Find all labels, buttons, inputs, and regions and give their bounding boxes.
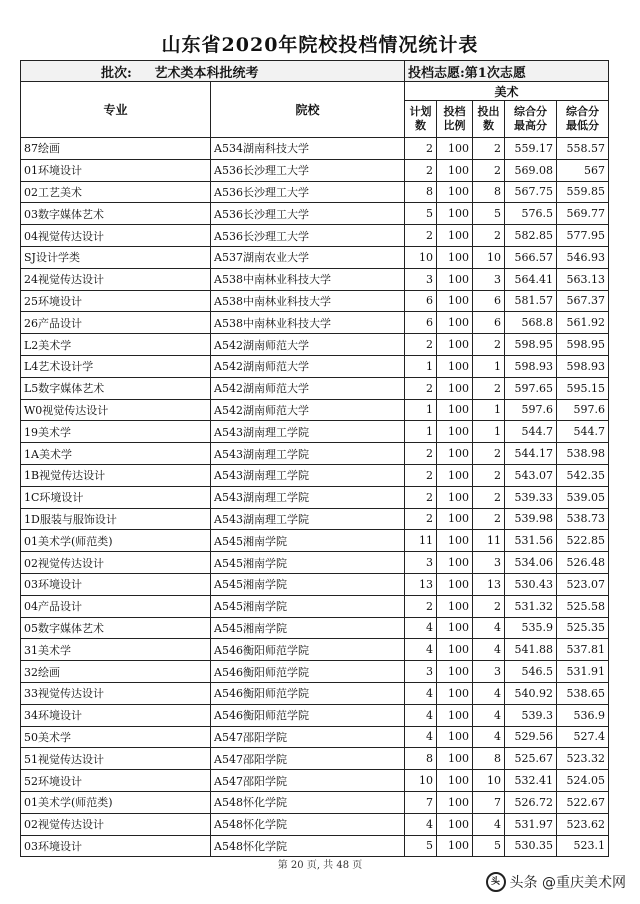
table-row — [21, 138, 609, 160]
ratio-cell: 100 — [437, 225, 473, 247]
max-score-cell: 581.57 — [505, 290, 557, 312]
table-row — [21, 246, 609, 268]
watermark-text: 头条 @重庆美术网 — [509, 875, 626, 891]
admitted-cell: 2 — [473, 508, 505, 530]
admitted-cell: 5 — [473, 835, 505, 857]
major-cell: 02视觉传达设计 — [21, 813, 211, 835]
min-score-cell: 538.65 — [557, 682, 609, 704]
ratio-cell: 100 — [437, 399, 473, 421]
header-min-score: 综合分 最低分 — [557, 101, 609, 138]
table-row — [21, 181, 609, 203]
school-cell: A538中南林业科技大学 — [211, 268, 405, 290]
max-score-cell: 546.5 — [505, 661, 557, 683]
ratio-cell: 100 — [437, 421, 473, 443]
ratio-cell: 100 — [437, 682, 473, 704]
ratio-cell: 100 — [437, 334, 473, 356]
plan-cell: 5 — [405, 203, 437, 225]
min-score-cell: 569.77 — [557, 203, 609, 225]
admitted-cell: 4 — [473, 726, 505, 748]
plan-cell: 1 — [405, 399, 437, 421]
table-row — [21, 377, 609, 399]
plan-cell: 2 — [405, 225, 437, 247]
min-score-cell: 559.85 — [557, 181, 609, 203]
major-cell: 03环境设计 — [21, 835, 211, 857]
school-cell: A543湖南理工学院 — [211, 464, 405, 486]
plan-cell: 11 — [405, 530, 437, 552]
school-cell: A545湘南学院 — [211, 595, 405, 617]
min-score-cell: 544.7 — [557, 421, 609, 443]
ratio-cell: 100 — [437, 617, 473, 639]
min-score-cell: 537.81 — [557, 639, 609, 661]
plan-cell: 4 — [405, 704, 437, 726]
plan-cell: 10 — [405, 246, 437, 268]
table-row — [21, 748, 609, 770]
ratio-cell: 100 — [437, 138, 473, 160]
plan-cell: 8 — [405, 181, 437, 203]
table-row — [21, 726, 609, 748]
school-cell: A546衡阳师范学院 — [211, 639, 405, 661]
school-cell: A545湘南学院 — [211, 552, 405, 574]
admitted-cell: 3 — [473, 268, 505, 290]
admitted-cell: 2 — [473, 486, 505, 508]
max-score-cell: 597.65 — [505, 377, 557, 399]
major-cell: 01美术学(师范类) — [21, 791, 211, 813]
min-score-cell: 523.62 — [557, 813, 609, 835]
table-row — [21, 290, 609, 312]
admitted-cell: 2 — [473, 464, 505, 486]
table-row — [21, 639, 609, 661]
admitted-cell: 5 — [473, 203, 505, 225]
table-row — [21, 552, 609, 574]
school-cell: A545湘南学院 — [211, 617, 405, 639]
table-row — [21, 813, 609, 835]
major-cell: 02视觉传达设计 — [21, 552, 211, 574]
max-score-cell: 544.17 — [505, 443, 557, 465]
major-cell: 24视觉传达设计 — [21, 268, 211, 290]
max-score-cell: 541.88 — [505, 639, 557, 661]
min-score-cell: 531.91 — [557, 661, 609, 683]
header-ratio: 投档 比例 — [437, 101, 473, 138]
school-cell: A542湖南师范大学 — [211, 377, 405, 399]
header-max-score: 综合分 最高分 — [505, 101, 557, 138]
batch-row — [21, 61, 609, 82]
max-score-cell: 564.41 — [505, 268, 557, 290]
school-cell: A547邵阳学院 — [211, 726, 405, 748]
admitted-cell: 6 — [473, 290, 505, 312]
plan-cell: 8 — [405, 748, 437, 770]
ratio-cell: 100 — [437, 639, 473, 661]
admitted-cell: 4 — [473, 682, 505, 704]
plan-cell: 13 — [405, 573, 437, 595]
plan-cell: 2 — [405, 159, 437, 181]
plan-cell: 3 — [405, 552, 437, 574]
major-cell: SJ设计学类 — [21, 246, 211, 268]
table-row — [21, 573, 609, 595]
plan-cell: 2 — [405, 486, 437, 508]
plan-cell: 5 — [405, 835, 437, 857]
header-school: 院校 — [211, 82, 405, 138]
school-cell: A545湘南学院 — [211, 573, 405, 595]
min-score-cell: 523.32 — [557, 748, 609, 770]
plan-cell: 2 — [405, 443, 437, 465]
school-cell: A548怀化学院 — [211, 835, 405, 857]
school-cell: A534湖南科技大学 — [211, 138, 405, 160]
min-score-cell: 539.05 — [557, 486, 609, 508]
table-row — [21, 617, 609, 639]
major-cell: 51视觉传达设计 — [21, 748, 211, 770]
ratio-cell: 100 — [437, 530, 473, 552]
table-row — [21, 835, 609, 857]
min-score-cell: 524.05 — [557, 770, 609, 792]
school-cell: A546衡阳师范学院 — [211, 704, 405, 726]
ratio-cell: 100 — [437, 726, 473, 748]
school-cell: A536长沙理工大学 — [211, 181, 405, 203]
ratio-cell: 100 — [437, 246, 473, 268]
header-plan: 计划 数 — [405, 101, 437, 138]
major-cell: L2美术学 — [21, 334, 211, 356]
major-cell: 01美术学(师范类) — [21, 530, 211, 552]
school-cell: A543湖南理工学院 — [211, 486, 405, 508]
min-score-cell: 522.85 — [557, 530, 609, 552]
min-score-cell: 563.13 — [557, 268, 609, 290]
max-score-cell: 531.56 — [505, 530, 557, 552]
table-row — [21, 312, 609, 334]
ratio-cell: 100 — [437, 159, 473, 181]
major-cell: 33视觉传达设计 — [21, 682, 211, 704]
max-score-cell: 544.7 — [505, 421, 557, 443]
school-cell: A538中南林业科技大学 — [211, 290, 405, 312]
school-cell: A546衡阳师范学院 — [211, 682, 405, 704]
school-cell: A547邵阳学院 — [211, 770, 405, 792]
min-score-cell: 597.6 — [557, 399, 609, 421]
major-cell: L4艺术设计学 — [21, 355, 211, 377]
major-cell: 1B视觉传达设计 — [21, 464, 211, 486]
school-cell: A542湖南师范大学 — [211, 355, 405, 377]
min-score-cell: 523.07 — [557, 573, 609, 595]
watermark — [486, 872, 626, 892]
major-cell: 26产品设计 — [21, 312, 211, 334]
table-row — [21, 355, 609, 377]
table-row — [21, 421, 609, 443]
ratio-cell: 100 — [437, 552, 473, 574]
school-cell: A537湖南农业大学 — [211, 246, 405, 268]
max-score-cell: 597.6 — [505, 399, 557, 421]
admitted-cell: 3 — [473, 552, 505, 574]
header-row-1 — [21, 82, 609, 101]
min-score-cell: 561.92 — [557, 312, 609, 334]
table-row — [21, 225, 609, 247]
admitted-cell: 8 — [473, 748, 505, 770]
table-row — [21, 704, 609, 726]
max-score-cell: 535.9 — [505, 617, 557, 639]
min-score-cell: 542.35 — [557, 464, 609, 486]
ratio-cell: 100 — [437, 508, 473, 530]
min-score-cell: 598.93 — [557, 355, 609, 377]
max-score-cell: 598.95 — [505, 334, 557, 356]
min-score-cell: 538.98 — [557, 443, 609, 465]
school-cell: A547邵阳学院 — [211, 748, 405, 770]
major-cell: L5数字媒体艺术 — [21, 377, 211, 399]
plan-cell: 2 — [405, 138, 437, 160]
school-cell: A536长沙理工大学 — [211, 159, 405, 181]
major-cell: 1C环境设计 — [21, 486, 211, 508]
min-score-cell: 567.37 — [557, 290, 609, 312]
max-score-cell: 530.35 — [505, 835, 557, 857]
major-cell: 04视觉传达设计 — [21, 225, 211, 247]
major-cell: 19美术学 — [21, 421, 211, 443]
plan-cell: 1 — [405, 355, 437, 377]
plan-cell: 4 — [405, 639, 437, 661]
plan-cell: 4 — [405, 726, 437, 748]
admission-table — [20, 60, 609, 857]
admitted-cell: 10 — [473, 770, 505, 792]
admitted-cell: 1 — [473, 399, 505, 421]
plan-cell: 4 — [405, 682, 437, 704]
plan-cell: 2 — [405, 334, 437, 356]
max-score-cell: 567.75 — [505, 181, 557, 203]
table-row — [21, 203, 609, 225]
plan-cell: 7 — [405, 791, 437, 813]
major-cell: 34环境设计 — [21, 704, 211, 726]
max-score-cell: 529.56 — [505, 726, 557, 748]
ratio-cell: 100 — [437, 377, 473, 399]
major-cell: 03数字媒体艺术 — [21, 203, 211, 225]
max-score-cell: 559.17 — [505, 138, 557, 160]
plan-cell: 1 — [405, 421, 437, 443]
min-score-cell: 546.93 — [557, 246, 609, 268]
school-cell: A542湖南师范大学 — [211, 334, 405, 356]
min-score-cell: 567 — [557, 159, 609, 181]
table-row — [21, 682, 609, 704]
major-cell: 02工艺美术 — [21, 181, 211, 203]
batch-label: 批次: — [101, 65, 132, 81]
max-score-cell: 539.98 — [505, 508, 557, 530]
max-score-cell: 526.72 — [505, 791, 557, 813]
plan-cell: 2 — [405, 595, 437, 617]
school-cell: A543湖南理工学院 — [211, 443, 405, 465]
min-score-cell: 525.35 — [557, 617, 609, 639]
ratio-cell: 100 — [437, 464, 473, 486]
page-title: 山东省2020年院校投档情况统计表 — [161, 34, 479, 56]
admitted-cell: 2 — [473, 225, 505, 247]
admitted-cell: 4 — [473, 813, 505, 835]
min-score-cell: 522.67 — [557, 791, 609, 813]
school-cell: A546衡阳师范学院 — [211, 661, 405, 683]
major-cell: 03环境设计 — [21, 573, 211, 595]
ratio-cell: 100 — [437, 290, 473, 312]
plan-cell: 2 — [405, 464, 437, 486]
school-cell: A545湘南学院 — [211, 530, 405, 552]
table-row — [21, 595, 609, 617]
school-cell: A548怀化学院 — [211, 813, 405, 835]
max-score-cell: 569.08 — [505, 159, 557, 181]
major-cell: 50美术学 — [21, 726, 211, 748]
batch-value: 艺术类本科批统考 — [154, 65, 259, 81]
admitted-cell: 11 — [473, 530, 505, 552]
max-score-cell: 525.67 — [505, 748, 557, 770]
max-score-cell: 598.93 — [505, 355, 557, 377]
admitted-cell: 2 — [473, 377, 505, 399]
min-score-cell: 523.1 — [557, 835, 609, 857]
admitted-cell: 2 — [473, 334, 505, 356]
ratio-cell: 100 — [437, 443, 473, 465]
table-row — [21, 770, 609, 792]
ratio-cell: 100 — [437, 770, 473, 792]
min-score-cell: 595.15 — [557, 377, 609, 399]
table-row — [21, 443, 609, 465]
max-score-cell: 543.07 — [505, 464, 557, 486]
plan-cell: 4 — [405, 813, 437, 835]
admitted-cell: 2 — [473, 159, 505, 181]
table-row — [21, 464, 609, 486]
plan-cell: 6 — [405, 312, 437, 334]
ratio-cell: 100 — [437, 813, 473, 835]
major-cell: 25环境设计 — [21, 290, 211, 312]
ratio-cell: 100 — [437, 573, 473, 595]
max-score-cell: 531.97 — [505, 813, 557, 835]
admitted-cell: 2 — [473, 443, 505, 465]
min-score-cell: 526.48 — [557, 552, 609, 574]
header-admitted: 投出 数 — [473, 101, 505, 138]
table-row — [21, 334, 609, 356]
ratio-cell: 100 — [437, 595, 473, 617]
major-cell: 04产品设计 — [21, 595, 211, 617]
max-score-cell: 530.43 — [505, 573, 557, 595]
major-cell: 01环境设计 — [21, 159, 211, 181]
table-row — [21, 399, 609, 421]
ratio-cell: 100 — [437, 835, 473, 857]
admitted-cell: 13 — [473, 573, 505, 595]
min-score-cell: 558.57 — [557, 138, 609, 160]
major-cell: W0视觉传达设计 — [21, 399, 211, 421]
ratio-cell: 100 — [437, 355, 473, 377]
major-cell: 52环境设计 — [21, 770, 211, 792]
ratio-cell: 100 — [437, 181, 473, 203]
table-row — [21, 508, 609, 530]
ratio-cell: 100 — [437, 486, 473, 508]
table-row — [21, 791, 609, 813]
major-cell: 05数字媒体艺术 — [21, 617, 211, 639]
plan-cell: 10 — [405, 770, 437, 792]
plan-cell: 4 — [405, 617, 437, 639]
admitted-cell: 6 — [473, 312, 505, 334]
ratio-cell: 100 — [437, 704, 473, 726]
page-footer: 第 20 页, 共 48 页 — [277, 860, 363, 871]
school-cell: A548怀化学院 — [211, 791, 405, 813]
max-score-cell: 539.3 — [505, 704, 557, 726]
min-score-cell: 577.95 — [557, 225, 609, 247]
max-score-cell: 576.5 — [505, 203, 557, 225]
major-cell: 1D服装与服饰设计 — [21, 508, 211, 530]
max-score-cell: 531.32 — [505, 595, 557, 617]
table-row — [21, 486, 609, 508]
header-major: 专业 — [21, 82, 211, 138]
plan-cell: 2 — [405, 508, 437, 530]
max-score-cell: 582.85 — [505, 225, 557, 247]
admitted-cell: 1 — [473, 421, 505, 443]
school-cell: A543湖南理工学院 — [211, 421, 405, 443]
min-score-cell: 536.9 — [557, 704, 609, 726]
admitted-cell: 7 — [473, 791, 505, 813]
admitted-cell: 4 — [473, 617, 505, 639]
admitted-cell: 4 — [473, 704, 505, 726]
school-cell: A543湖南理工学院 — [211, 508, 405, 530]
table-row — [21, 159, 609, 181]
max-score-cell: 568.8 — [505, 312, 557, 334]
admitted-cell: 8 — [473, 181, 505, 203]
major-cell: 32绘画 — [21, 661, 211, 683]
max-score-cell: 539.33 — [505, 486, 557, 508]
school-cell: A536长沙理工大学 — [211, 225, 405, 247]
admitted-cell: 3 — [473, 661, 505, 683]
admitted-cell: 1 — [473, 355, 505, 377]
admitted-cell: 4 — [473, 639, 505, 661]
major-cell: 1A美术学 — [21, 443, 211, 465]
admitted-cell: 2 — [473, 138, 505, 160]
admitted-cell: 10 — [473, 246, 505, 268]
ratio-cell: 100 — [437, 791, 473, 813]
plan-cell: 3 — [405, 268, 437, 290]
min-score-cell: 525.58 — [557, 595, 609, 617]
table-row — [21, 661, 609, 683]
major-cell: 31美术学 — [21, 639, 211, 661]
school-cell: A542湖南师范大学 — [211, 399, 405, 421]
ratio-cell: 100 — [437, 661, 473, 683]
ratio-cell: 100 — [437, 312, 473, 334]
batch-cell — [21, 61, 405, 82]
header-category: 美术 — [405, 82, 609, 101]
max-score-cell: 566.57 — [505, 246, 557, 268]
table-row — [21, 530, 609, 552]
toutiao-logo-icon: 头 — [486, 872, 506, 892]
max-score-cell: 532.41 — [505, 770, 557, 792]
max-score-cell: 540.92 — [505, 682, 557, 704]
plan-cell: 3 — [405, 661, 437, 683]
min-score-cell: 527.4 — [557, 726, 609, 748]
table-row — [21, 268, 609, 290]
plan-cell: 6 — [405, 290, 437, 312]
max-score-cell: 534.06 — [505, 552, 557, 574]
admitted-cell: 2 — [473, 595, 505, 617]
school-cell: A536长沙理工大学 — [211, 203, 405, 225]
school-cell: A538中南林业科技大学 — [211, 312, 405, 334]
major-cell: 87绘画 — [21, 138, 211, 160]
min-score-cell: 538.73 — [557, 508, 609, 530]
ratio-cell: 100 — [437, 268, 473, 290]
plan-cell: 2 — [405, 377, 437, 399]
ratio-cell: 100 — [437, 203, 473, 225]
preference-cell: 投档志愿:第1次志愿 — [405, 61, 609, 82]
min-score-cell: 598.95 — [557, 334, 609, 356]
ratio-cell: 100 — [437, 748, 473, 770]
